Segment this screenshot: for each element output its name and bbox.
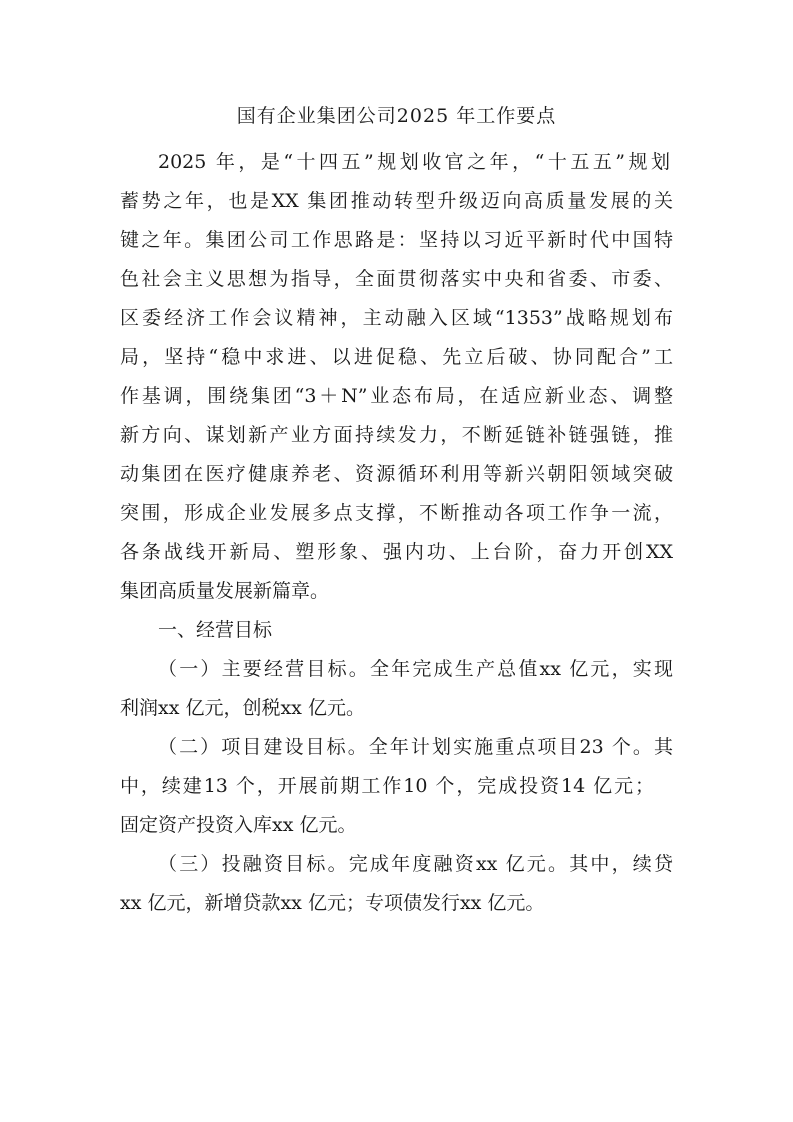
- item1-line-1: （一）主要经营目标。全年完成生产总值xx 亿元，实现: [158, 658, 673, 680]
- intro-line-2: 蓄势之年，也是XX 集团推动转型升级迈向高质量发展的关: [120, 190, 673, 212]
- intro-line-3: 键之年。集团公司工作思路是：坚持以习近平新时代中国特: [120, 229, 673, 251]
- intro-line-4: 色社会主义思想为指导，全面贯彻落实中央和省委、市委、: [120, 268, 673, 290]
- item1-line-2: 利润xx 亿元，创税xx 亿元。: [120, 697, 365, 719]
- section-heading: 一、经营目标: [158, 619, 273, 641]
- item2-line-1: （二）项目建设目标。全年计划实施重点项目23 个。其: [158, 736, 673, 758]
- intro-line-1: 2025 年，是“十四五”规划收官之年，“十五五”规划: [158, 151, 670, 173]
- intro-line-6: 局，坚持“稳中求进、以进促稳、先立后破、协同配合”工: [120, 346, 673, 368]
- intro-line-7: 作基调，围绕集团“3＋N”业态布局，在适应新业态、调整: [120, 385, 673, 407]
- item3-line-2: xx 亿元，新增贷款xx 亿元；专项债发行xx 亿元。: [120, 892, 545, 914]
- intro-line-8: 新方向、谋划新产业方面持续发力，不断延链补链强链，推: [120, 424, 673, 446]
- item2-line-3: 固定资产投资入库xx 亿元。: [120, 814, 357, 836]
- intro-line-5: 区委经济工作会议精神，主动融入区域“1353”战略规划布: [120, 307, 673, 329]
- item2-line-2: 中，续建13 个，开展前期工作10 个，完成投资14 亿元；: [120, 775, 654, 797]
- intro-line-10: 突围，形成企业发展多点支撑，不断推动各项工作争一流，: [120, 502, 673, 524]
- intro-line-9: 动集团在医疗健康养老、资源循环利用等新兴朝阳领域突破: [120, 463, 673, 485]
- intro-line-11: 各条战线开新局、塑形象、强内功、上台阶，奋力开创XX: [120, 541, 673, 563]
- intro-line-12: 集团高质量发展新篇章。: [120, 580, 330, 602]
- document-title: 国有企业集团公司2025 年工作要点: [236, 105, 557, 127]
- item3-line-1: （三）投融资目标。完成年度融资xx 亿元。其中，续贷: [158, 853, 673, 875]
